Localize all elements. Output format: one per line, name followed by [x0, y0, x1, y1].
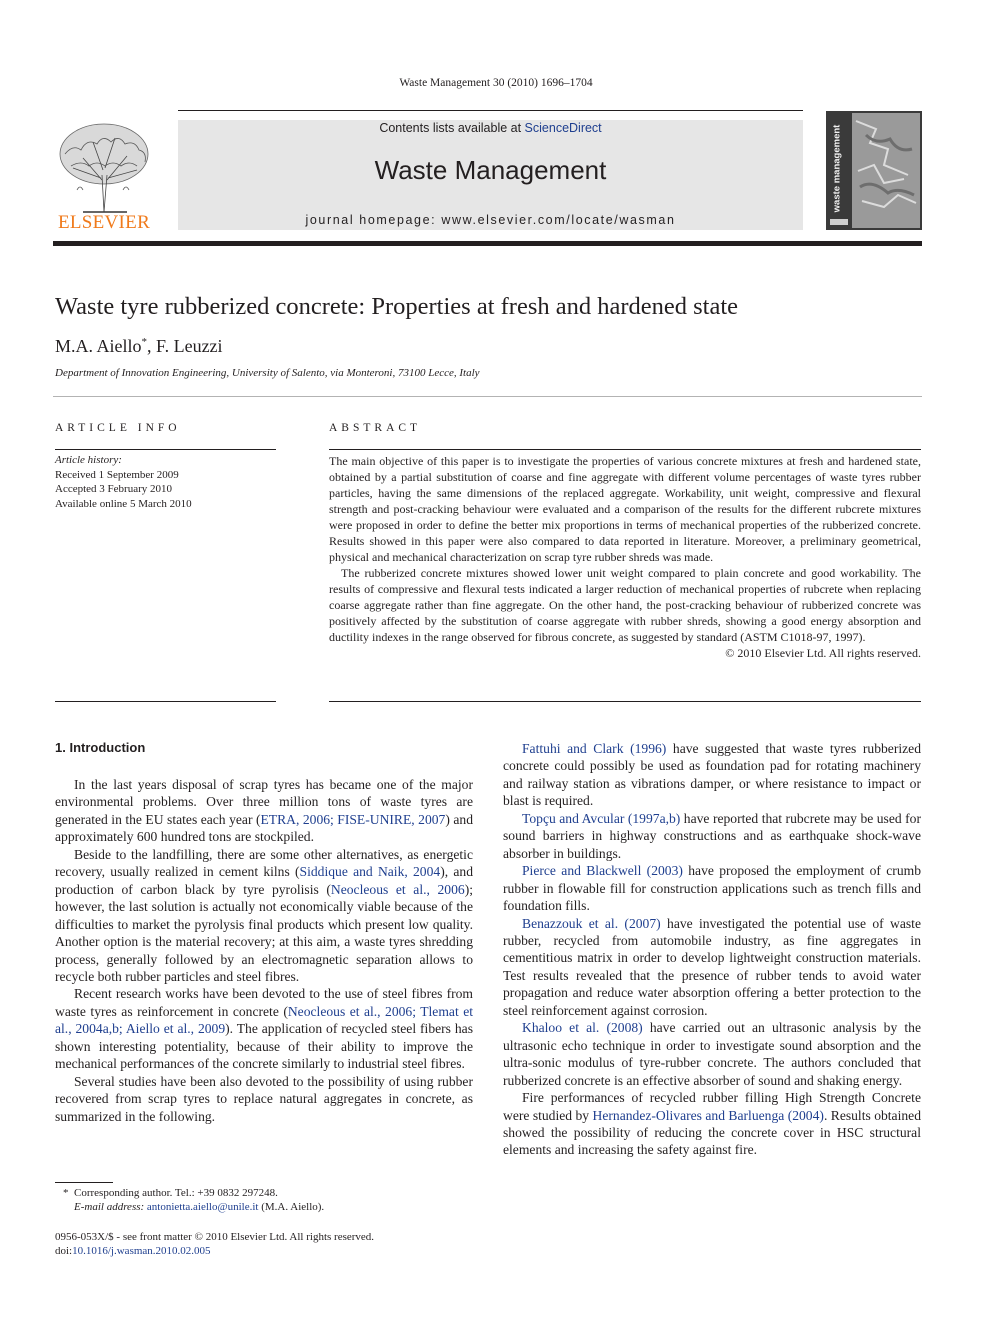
paragraph-text: ); however, the last solution is actually not economically viable because of the difficulties to market the pyrolysis final products which present low quality. Another option is the material recovery; at this aim, a waste tyres shredding process, generally followed by an electromagnetic separation allows to recycle both rubber particles and steel fibres.	[55, 881, 473, 984]
article-info-rule	[55, 449, 276, 450]
sciencedirect-link[interactable]: ScienceDirect	[524, 121, 602, 135]
journal-citation: Waste Management 30 (2010) 1696–1704	[399, 77, 593, 89]
body-paragraph	[55, 776, 473, 846]
body-column-right	[503, 740, 921, 1159]
corresponding-author-mark[interactable]: *	[141, 336, 148, 348]
accepted-date: Accepted 3 February 2010	[55, 483, 172, 496]
doi-link[interactable]: 10.1016/j.wasman.2010.02.005	[72, 1245, 211, 1258]
citation-link[interactable]: ETRA, 2006; FISE-UNIRE, 2007	[260, 811, 446, 827]
abstract-copyright: © 2010 Elsevier Ltd. All rights reserved.	[725, 646, 921, 660]
cover-title: waste management	[831, 124, 843, 213]
email-suffix: (M.A. Aiello).	[258, 1201, 325, 1214]
citation-link[interactable]: Fattuhi and Clark (1996)	[522, 741, 667, 756]
citation-link[interactable]: Topçu and Avcular (1997a,b)	[522, 810, 681, 826]
header-top-rule	[178, 110, 803, 111]
footnote-mark: *	[63, 1187, 69, 1199]
author-name[interactable]: F. Leuzzi	[156, 336, 223, 356]
abstract-paragraph: The main objective of this paper is to investigate the properties of various concrete mixtures at fresh and hardened state, obtained by a partial substitution of coarse and fine aggregate with different volume percentages of waste tyres rubber particles, having the same dimensions of the replaced aggregate. Workability, unit weight, compressive and flexural strength and post-cracking behaviour were evaluated and a comparison of the results for the different rubcrete mixtures were proposed in order to define the better mix proportions in terms of mechanical properties of the rubberized concrete. Results showed in this paper were also compared to data reported in literature. Moreover, a preliminary geometrical, physical and mechanical characterization on scrap tyre rubber shreds was made.	[329, 454, 921, 564]
elsevier-wordmark: ELSEVIER	[57, 212, 151, 233]
affiliation: Department of Innovation Engineering, University of Salento, via Monteroni, 73100 Lecce, Italy	[55, 367, 480, 379]
paragraph-text: have investigated the potential use of waste rubber, recycled from automobile industry, as fine aggregates in cementitious matrix in order to develop lightweight construction materials. Test results revealed that the presence of rubber tends to avoid water propagation and reduce water absorption offering a better protection to the steel reinforcement against corrosion.	[503, 915, 921, 1018]
corresponding-author-footnote	[55, 1186, 473, 1214]
body-paragraph	[503, 862, 921, 914]
history-label: Article history:	[55, 454, 122, 466]
homepage-prefix: journal homepage:	[305, 213, 442, 227]
body-paragraph	[503, 1019, 921, 1089]
email-label: E-mail address:	[74, 1201, 145, 1214]
received-date: Received 1 September 2009	[55, 468, 179, 481]
journal-name: Waste Management	[374, 155, 607, 185]
footnote-line	[55, 1186, 473, 1200]
contents-prefix: Contents lists available at	[379, 121, 525, 135]
contents-availability	[178, 121, 803, 135]
journal-cover-image	[826, 111, 922, 230]
paragraph-text: In the last years disposal of scrap tyres has became one of the major environmental problems. Over three million tons of waste tyres are generated in the EU states each year (	[55, 777, 473, 827]
body-paragraph	[55, 846, 473, 986]
abstract-bottom-rule	[329, 701, 921, 702]
citation-link[interactable]: Neocleous et al., 2006	[330, 881, 465, 897]
body-paragraph	[503, 915, 921, 1020]
online-date: Available online 5 March 2010	[55, 497, 192, 510]
footnote-rule	[55, 1182, 113, 1183]
paragraph-text: have proposed the employment of crumb rubber in flowable fill for construction applications such as trench fills and foundation fills.	[503, 863, 921, 914]
citation-link[interactable]: Hernandez-Olivares and Barluenga (2004)	[592, 1107, 824, 1123]
paragraph-text: Beside to the landfilling, there are some other alternatives, as energetic recovery, usually realized in cement kilns (	[55, 846, 473, 880]
paragraph-text: ). The application of recycled steel fibers has shown interesting potentiality, because of their ability to improve the mechanical performances of the concrete similarly to industrial steel fibres.	[55, 1021, 473, 1072]
paragraph-text: have reported that rubcrete may be used for sound barriers in highway constructions and as earthquake shock-wave absorber in buildings.	[503, 810, 921, 861]
corresponding-text: Corresponding author. Tel.: +39 0832 297248.	[74, 1187, 278, 1199]
section-heading: 1. Introduction	[55, 740, 146, 755]
author-name[interactable]: M.A. Aiello	[55, 336, 142, 356]
abstract-rule	[329, 449, 921, 450]
body-paragraph	[503, 1089, 921, 1159]
paragraph-text: . Results obtained showed the possibility of reducing the concrete cover in HSC structural elements and increasing the safety against fire.	[503, 1107, 921, 1158]
citation-link[interactable]: Khaloo et al. (2008)	[522, 1020, 643, 1036]
body-paragraph	[503, 810, 921, 862]
paragraph-text: ), and production of carbon black by tyre pyrolisis (	[55, 864, 473, 897]
email-link[interactable]: antonietta.aiello@unile.it	[146, 1201, 259, 1214]
doi-line	[55, 1244, 473, 1258]
paragraph-text: ) and approximately 600 hundred tons are stockpiled.	[55, 811, 473, 845]
body-column-left	[55, 776, 473, 1125]
header-bottom-rule	[53, 241, 922, 246]
citation-link[interactable]: Neocleous et al., 2006; Tlemat et al., 2004a,b; Aiello et al., 2009	[55, 1003, 473, 1037]
article-info-bottom-rule	[55, 701, 276, 702]
abstract-heading: ABSTRACT	[329, 422, 422, 434]
citation-link[interactable]: Siddique and Naik, 2004	[299, 864, 441, 880]
citation-link[interactable]: Pierce and Blackwell (2003)	[522, 863, 683, 879]
title-separator	[53, 396, 922, 397]
paragraph-text: Recent research works have been devoted to the use of steel fibres from waste tyres as reinforcement in concrete (	[55, 986, 473, 1019]
body-paragraph: Several studies have been also devoted to the possibility of using rubber recovered from scrap tyres to replace natural aggregates in concrete, as summarized in the following.	[55, 1073, 473, 1124]
article-info-heading: ARTICLE INFO	[55, 422, 181, 434]
article-title: Waste tyre rubberized concrete: Properties at fresh and hardened state	[55, 293, 739, 320]
abstract-body	[329, 453, 921, 661]
author-separator: ,	[147, 336, 157, 356]
issn-line: 0956-053X/$ - see front matter © 2010 Elsevier Ltd. All rights reserved.	[55, 1231, 375, 1243]
author-list	[55, 336, 223, 357]
paragraph-text: have carried out an ultrasonic analysis by the ultrasonic echo technique in order to investigate sound absorption and the ultra-sonic modulus of tyre-rubber concrete. The authors concluded that rubberized concrete is an effective absorber of sound and shaking energy.	[503, 1020, 921, 1088]
article-history	[55, 453, 276, 511]
citation-link[interactable]: Benazzouk et al. (2007)	[522, 915, 661, 931]
doi-prefix: doi:	[55, 1245, 73, 1258]
abstract-paragraph: The rubberized concrete mixtures showed lower unit weight compared to plain concrete and good workability. The results of compressive and flexural tests indicated a larger reduction of mechanical properties of rubcrete when replacing coarse aggregate rather than fine aggregate. On the other hand, the post-cracking behaviour of rubberized concrete was positively affected by the substitution of coarse aggregate with rubber shreds, showing a good energy absorption and ductility indexes in the range observed for fibrous concrete, as suggested by standard (ASTM C1018-97, 1997).	[329, 566, 921, 644]
footnote-email-line	[55, 1200, 473, 1214]
homepage-url[interactable]: www.elsevier.com/locate/wasman	[441, 213, 676, 227]
journal-homepage	[178, 213, 803, 227]
paragraph-text: have suggested that waste tyres rubberized concrete could possibly be used as foundation pad for rotating machinery and railway station as vibrations damper, or where resistance to impact or blast is required.	[503, 741, 921, 809]
body-paragraph	[503, 740, 921, 810]
front-matter-notes	[55, 1230, 473, 1258]
body-paragraph	[55, 985, 473, 1072]
paragraph-text: Fire performances of recycled rubber filling High Strength Concrete were studied by	[503, 1090, 921, 1123]
